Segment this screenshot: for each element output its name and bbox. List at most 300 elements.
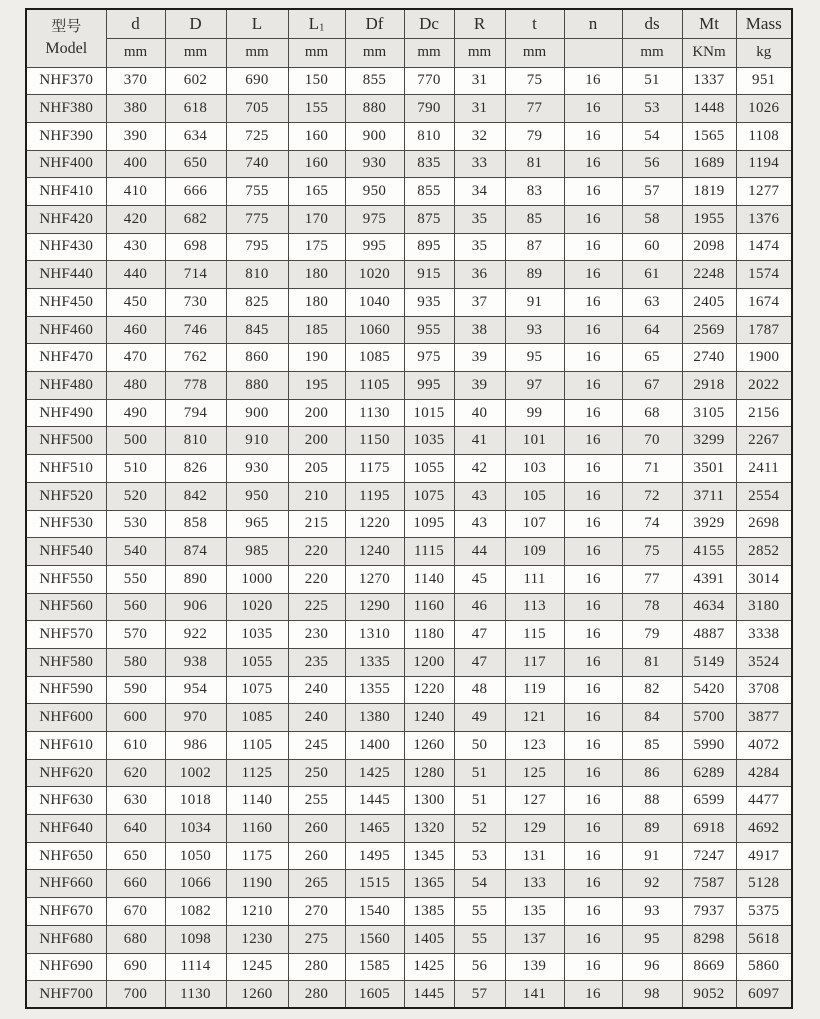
value-cell: 4284 [736,759,792,787]
value-cell: 16 [564,898,622,926]
model-cell: NHF570 [26,621,106,649]
value-cell: 245 [288,732,345,760]
column-label: ds [644,13,660,33]
column-label-subscript: 1 [319,22,325,33]
table-row [26,372,792,400]
model-cell: NHF420 [26,205,106,233]
value-cell: 410 [106,178,165,206]
value-cell: 1002 [165,759,226,787]
value-cell: 16 [564,95,622,123]
value-cell: 490 [106,399,165,427]
value-cell: 682 [165,205,226,233]
value-cell: 16 [564,344,622,372]
model-cell: NHF660 [26,870,106,898]
column-header-0 [106,9,165,38]
value-cell: 930 [226,455,288,483]
column-label: D [189,13,202,33]
table-row [26,289,792,317]
value-cell: 16 [564,676,622,704]
value-cell: 880 [345,95,404,123]
value-cell: 77 [505,95,564,123]
value-cell: 270 [288,898,345,926]
value-cell: 690 [106,953,165,981]
value-cell: 160 [288,122,345,150]
value-cell: 950 [226,482,288,510]
value-cell: 70 [622,427,682,455]
value-cell: 3524 [736,648,792,676]
value-cell: 84 [622,704,682,732]
model-cell: NHF610 [26,732,106,760]
value-cell: 215 [288,510,345,538]
table-row [26,233,792,261]
model-column-header [26,9,106,67]
value-cell: 955 [404,316,454,344]
value-cell: 1066 [165,870,226,898]
value-cell: 71 [622,455,682,483]
value-cell: 520 [106,482,165,510]
value-cell: 50 [454,732,505,760]
value-cell: 1114 [165,953,226,981]
value-cell: 1055 [226,648,288,676]
value-cell: 160 [288,150,345,178]
value-cell: 1385 [404,898,454,926]
value-cell: 895 [404,233,454,261]
value-cell: 101 [505,427,564,455]
value-cell: 1240 [345,538,404,566]
column-label: L [308,13,320,33]
value-cell: 16 [564,953,622,981]
value-cell: 16 [564,842,622,870]
value-cell: 5420 [682,676,736,704]
value-cell: 1105 [226,732,288,760]
table-row [26,759,792,787]
model-cell: NHF680 [26,925,106,953]
value-cell: 1035 [226,621,288,649]
value-cell: 34 [454,178,505,206]
value-cell: 845 [226,316,288,344]
value-cell: 5149 [682,648,736,676]
model-cell: NHF580 [26,648,106,676]
table-row [26,870,792,898]
value-cell: 280 [288,953,345,981]
model-cell: NHF400 [26,150,106,178]
value-cell: 7587 [682,870,736,898]
column-unit-0: mm [106,38,165,67]
table-row [26,621,792,649]
value-cell: 210 [288,482,345,510]
column-header-4 [345,9,404,38]
column-label: R [473,13,486,33]
table-row [26,261,792,289]
model-cell: NHF690 [26,953,106,981]
table-row [26,676,792,704]
value-cell: 630 [106,787,165,815]
value-cell: 225 [288,593,345,621]
model-cell: NHF460 [26,316,106,344]
value-cell: 137 [505,925,564,953]
model-cell: NHF550 [26,565,106,593]
table-row [26,122,792,150]
value-cell: 770 [404,67,454,95]
value-cell: 64 [622,316,682,344]
value-cell: 1515 [345,870,404,898]
table-row [26,842,792,870]
value-cell: 99 [505,399,564,427]
value-cell: 7247 [682,842,736,870]
value-cell: 600 [106,704,165,732]
value-cell: 85 [622,732,682,760]
value-cell: 705 [226,95,288,123]
value-cell: 115 [505,621,564,649]
value-cell: 1220 [404,676,454,704]
table-row [26,316,792,344]
value-cell: 1355 [345,676,404,704]
column-unit-2: mm [226,38,288,67]
value-cell: 430 [106,233,165,261]
value-cell: 510 [106,455,165,483]
value-cell: 43 [454,510,505,538]
value-cell: 1320 [404,815,454,843]
value-cell: 4155 [682,538,736,566]
model-cell: NHF600 [26,704,106,732]
value-cell: 56 [622,150,682,178]
value-cell: 2698 [736,510,792,538]
value-cell: 1425 [404,953,454,981]
value-cell: 45 [454,565,505,593]
value-cell: 123 [505,732,564,760]
value-cell: 1210 [226,898,288,926]
model-cell: NHF590 [26,676,106,704]
value-cell: 2248 [682,261,736,289]
column-label: d [131,13,140,33]
value-cell: 2569 [682,316,736,344]
column-header-2 [226,9,288,38]
value-cell: 890 [165,565,226,593]
value-cell: 3501 [682,455,736,483]
value-cell: 3708 [736,676,792,704]
value-cell: 35 [454,205,505,233]
value-cell: 906 [165,593,226,621]
value-cell: 1270 [345,565,404,593]
value-cell: 1026 [736,95,792,123]
table-row [26,815,792,843]
value-cell: 250 [288,759,345,787]
value-cell: 1674 [736,289,792,317]
value-cell: 1160 [226,815,288,843]
model-cell: NHF440 [26,261,106,289]
value-cell: 1180 [404,621,454,649]
value-cell: 16 [564,67,622,95]
model-cell: NHF630 [26,787,106,815]
value-cell: 550 [106,565,165,593]
value-cell: 93 [505,316,564,344]
value-cell: 2411 [736,455,792,483]
value-cell: 95 [622,925,682,953]
value-cell: 7937 [682,898,736,926]
value-cell: 8298 [682,925,736,953]
value-cell: 41 [454,427,505,455]
value-cell: 970 [165,704,226,732]
value-cell: 778 [165,372,226,400]
table-row [26,95,792,123]
value-cell: 260 [288,815,345,843]
value-cell: 155 [288,95,345,123]
table-row [26,648,792,676]
value-cell: 16 [564,178,622,206]
value-cell: 83 [505,178,564,206]
value-cell: 88 [622,787,682,815]
value-cell: 16 [564,399,622,427]
table-row [26,150,792,178]
value-cell: 1040 [345,289,404,317]
value-cell: 95 [505,344,564,372]
value-cell: 60 [622,233,682,261]
value-cell: 75 [622,538,682,566]
value-cell: 842 [165,482,226,510]
header-row-units [26,38,792,67]
value-cell: 6097 [736,981,792,1009]
value-cell: 16 [564,205,622,233]
value-cell: 762 [165,344,226,372]
value-cell: 1689 [682,150,736,178]
value-cell: 1175 [345,455,404,483]
value-cell: 1020 [345,261,404,289]
value-cell: 1098 [165,925,226,953]
table-row [26,178,792,206]
value-cell: 1365 [404,870,454,898]
value-cell: 875 [404,205,454,233]
model-cell: NHF490 [26,399,106,427]
value-cell: 2405 [682,289,736,317]
table-row [26,704,792,732]
value-cell: 220 [288,538,345,566]
value-cell: 37 [454,289,505,317]
column-unit-3: mm [288,38,345,67]
value-cell: 1425 [345,759,404,787]
value-cell: 53 [622,95,682,123]
value-cell: 4634 [682,593,736,621]
model-cell: NHF620 [26,759,106,787]
value-cell: 810 [226,261,288,289]
value-cell: 4692 [736,815,792,843]
column-header-7 [505,9,564,38]
value-cell: 40 [454,399,505,427]
value-cell: 874 [165,538,226,566]
value-cell: 1405 [404,925,454,953]
value-cell: 580 [106,648,165,676]
value-cell: 185 [288,316,345,344]
value-cell: 880 [226,372,288,400]
value-cell: 35 [454,233,505,261]
value-cell: 107 [505,510,564,538]
value-cell: 826 [165,455,226,483]
value-cell: 2852 [736,538,792,566]
value-cell: 1585 [345,953,404,981]
value-cell: 72 [622,482,682,510]
value-cell: 570 [106,621,165,649]
value-cell: 1245 [226,953,288,981]
value-cell: 119 [505,676,564,704]
value-cell: 910 [226,427,288,455]
model-cell: NHF700 [26,981,106,1009]
model-cell: NHF520 [26,482,106,510]
value-cell: 1095 [404,510,454,538]
value-cell: 32 [454,122,505,150]
value-cell: 1020 [226,593,288,621]
value-cell: 16 [564,510,622,538]
value-cell: 480 [106,372,165,400]
value-cell: 4391 [682,565,736,593]
model-cell: NHF640 [26,815,106,843]
table-row [26,593,792,621]
value-cell: 103 [505,455,564,483]
value-cell: 420 [106,205,165,233]
value-cell: 775 [226,205,288,233]
table-row [26,427,792,455]
value-cell: 55 [454,925,505,953]
value-cell: 47 [454,621,505,649]
value-cell: 113 [505,593,564,621]
model-cell: NHF540 [26,538,106,566]
value-cell: 195 [288,372,345,400]
table-row [26,565,792,593]
value-cell: 235 [288,648,345,676]
value-cell: 61 [622,261,682,289]
value-cell: 610 [106,732,165,760]
column-unit-8 [564,38,622,67]
value-cell: 1220 [345,510,404,538]
value-cell: 618 [165,95,226,123]
value-cell: 530 [106,510,165,538]
value-cell: 1082 [165,898,226,926]
table-row [26,538,792,566]
model-cell: NHF560 [26,593,106,621]
value-cell: 57 [454,981,505,1009]
value-cell: 58 [622,205,682,233]
table-row [26,482,792,510]
value-cell: 698 [165,233,226,261]
value-cell: 16 [564,427,622,455]
value-cell: 1819 [682,178,736,206]
model-cell: NHF480 [26,372,106,400]
value-cell: 680 [106,925,165,953]
value-cell: 900 [345,122,404,150]
table-body [26,67,792,1008]
value-cell: 240 [288,676,345,704]
value-cell: 1060 [345,316,404,344]
value-cell: 54 [622,122,682,150]
value-cell: 1345 [404,842,454,870]
value-cell: 48 [454,676,505,704]
value-cell: 810 [404,122,454,150]
value-cell: 2554 [736,482,792,510]
value-cell: 560 [106,593,165,621]
table-row [26,787,792,815]
value-cell: 3105 [682,399,736,427]
value-cell: 1140 [404,565,454,593]
value-cell: 105 [505,482,564,510]
column-label: L [251,13,263,33]
value-cell: 16 [564,759,622,787]
value-cell: 16 [564,621,622,649]
value-cell: 400 [106,150,165,178]
value-cell: 133 [505,870,564,898]
value-cell: 65 [622,344,682,372]
value-cell: 4072 [736,732,792,760]
value-cell: 78 [622,593,682,621]
value-cell: 746 [165,316,226,344]
column-unit-9: mm [622,38,682,67]
value-cell: 620 [106,759,165,787]
value-cell: 634 [165,122,226,150]
value-cell: 49 [454,704,505,732]
column-label: Mt [699,13,719,33]
model-cell: NHF670 [26,898,106,926]
value-cell: 1300 [404,787,454,815]
value-cell: 370 [106,67,165,95]
value-cell: 16 [564,372,622,400]
value-cell: 43 [454,482,505,510]
value-cell: 602 [165,67,226,95]
table-row [26,344,792,372]
value-cell: 67 [622,372,682,400]
value-cell: 93 [622,898,682,926]
value-cell: 460 [106,316,165,344]
column-header-5 [404,9,454,38]
value-cell: 855 [345,67,404,95]
value-cell: 540 [106,538,165,566]
value-cell: 930 [345,150,404,178]
value-cell: 52 [454,815,505,843]
value-cell: 180 [288,261,345,289]
value-cell: 5860 [736,953,792,981]
value-cell: 790 [404,95,454,123]
value-cell: 2267 [736,427,792,455]
value-cell: 2098 [682,233,736,261]
value-cell: 98 [622,981,682,1009]
column-header-9 [622,9,682,38]
value-cell: 670 [106,898,165,926]
table-row [26,981,792,1009]
value-cell: 950 [345,178,404,206]
value-cell: 16 [564,261,622,289]
value-cell: 1108 [736,122,792,150]
value-cell: 740 [226,150,288,178]
value-cell: 5700 [682,704,736,732]
value-cell: 1380 [345,704,404,732]
value-cell: 275 [288,925,345,953]
value-cell: 135 [505,898,564,926]
value-cell: 16 [564,787,622,815]
value-cell: 44 [454,538,505,566]
value-cell: 255 [288,787,345,815]
value-cell: 16 [564,732,622,760]
value-cell: 1000 [226,565,288,593]
value-cell: 954 [165,676,226,704]
value-cell: 230 [288,621,345,649]
value-cell: 16 [564,233,622,261]
value-cell: 1900 [736,344,792,372]
value-cell: 3929 [682,510,736,538]
value-cell: 280 [288,981,345,1009]
value-cell: 141 [505,981,564,1009]
value-cell: 1150 [345,427,404,455]
column-header-10 [682,9,736,38]
value-cell: 1540 [345,898,404,926]
value-cell: 1200 [404,648,454,676]
value-cell: 57 [622,178,682,206]
value-cell: 16 [564,981,622,1009]
